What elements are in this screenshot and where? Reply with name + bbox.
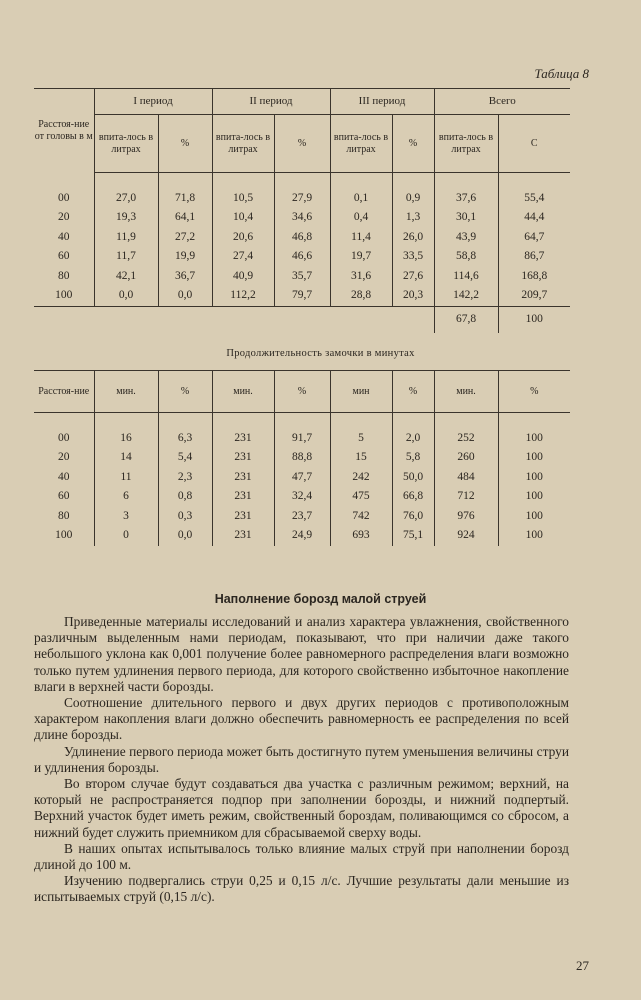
header-percent: % [498,371,570,413]
summary-absorbed: 67,8 [434,306,498,333]
table-summary-row [34,306,570,333]
table-row: 80 42,1 36,7 40,9 35,7 31,6 27,6 114,6 168,8 [34,267,570,287]
header-absorbed: впита-лось в литрах [330,115,392,173]
header-period-2: II период [212,89,330,115]
header-c: С [498,115,570,173]
header-period-1: I период [94,89,212,115]
table-row: 40 11,9 27,2 20,6 46,8 11,4 26,0 43,9 64,7 [34,228,570,248]
table-row: 100 0 0,0 231 24,9 693 75,1 924 100 [34,526,570,546]
duration-title: Продолжительность замочки в минутах [226,348,415,359]
header-percent: % [392,371,434,413]
table-row: 00 27,0 71,8 10,5 27,9 0,1 0,9 37,6 55,4 [34,189,570,209]
table-row: 20 14 5,4 231 88,8 15 5,8 260 100 [34,448,570,468]
paragraph: Удлинение первого периода может быть достигнуто путем уменьшения величины струи и удлинения борозды. [34,743,569,775]
table-row: 40 11 2,3 231 47,7 242 50,0 484 100 [34,468,570,488]
table-row: 20 19,3 64,1 10,4 34,6 0,4 1,3 30,1 44,4 [34,208,570,228]
header-percent: % [274,371,330,413]
table-row: 60 6 0,8 231 32,4 475 66,8 712 100 [34,487,570,507]
header-min: мин [330,371,392,413]
header-percent: % [274,115,330,173]
header-absorbed: впита-лось в литрах [434,115,498,173]
absorption-table [34,88,570,333]
paragraph: Соотношение длительного первого и двух других периодов с противоположным характером накопления влаги должно обеспечить равномерность ее распределения по всей длине борозды. [34,695,569,743]
paragraph: Во втором случае будут создаваться два участка с различным режимом; верхний, на который не распространяется подпор при заполнении борозды, и нижний подпертый. Верхний участок будет иметь режим, свойственный бороздам, поливающимся со сбросом, а нижний будет служить приемником для сбрасываемой сверху воды. [34,776,569,840]
header-min: мин. [212,371,274,413]
header-total: Всего [434,89,570,115]
body-text [34,614,569,906]
header-period-3: III период [330,89,434,115]
paragraph: Приведенные материалы исследований и анализ характера увлажнения, свойственного различным выделенным нами периодам, показывают, что при наличии даже такого небольшого уклона как 0,001 получение более равномерного распределения влаги возможно только путем удлинения первого периода, для которого свойственно избыточное накопление влаги в верхней части борозды. [34,614,569,694]
paragraph: Изучению подвергались струи 0,25 и 0,15 л/с. Лучшие результаты дали меньшие из испытываемых струй (0,15 л/с). [34,873,569,905]
duration-table [34,370,570,546]
table-row: 60 11,7 19,9 27,4 46,6 19,7 33,5 58,8 86,7 [34,247,570,267]
section-title: Наполнение борозд малой струей [214,592,427,606]
header-distance: Расстоя-ние от головы в м [34,89,94,173]
header-absorbed: впита-лось в литрах [94,115,158,173]
table-row: 00 16 6,3 231 91,7 5 2,0 252 100 [34,429,570,449]
table-label: Таблица 8 [534,66,589,81]
paragraph: В наших опытах испытывалось только влияние малых струй при наполнении борозд длиной до 100 м. [34,840,569,873]
header-absorbed: впита-лось в литрах [212,115,274,173]
header-percent: % [158,371,212,413]
table-row: 80 3 0,3 231 23,7 742 76,0 976 100 [34,507,570,527]
page-number: 27 [576,958,589,973]
header-percent: % [158,115,212,173]
header-distance: Расстоя-ние [34,371,94,413]
header-percent: % [392,115,434,173]
summary-c: 100 [525,312,543,325]
header-min: мин. [434,371,498,413]
table-row: 100 0,0 0,0 112,2 79,7 28,8 20,3 142,2 209,7 [34,286,570,306]
header-min: мин. [94,371,158,413]
